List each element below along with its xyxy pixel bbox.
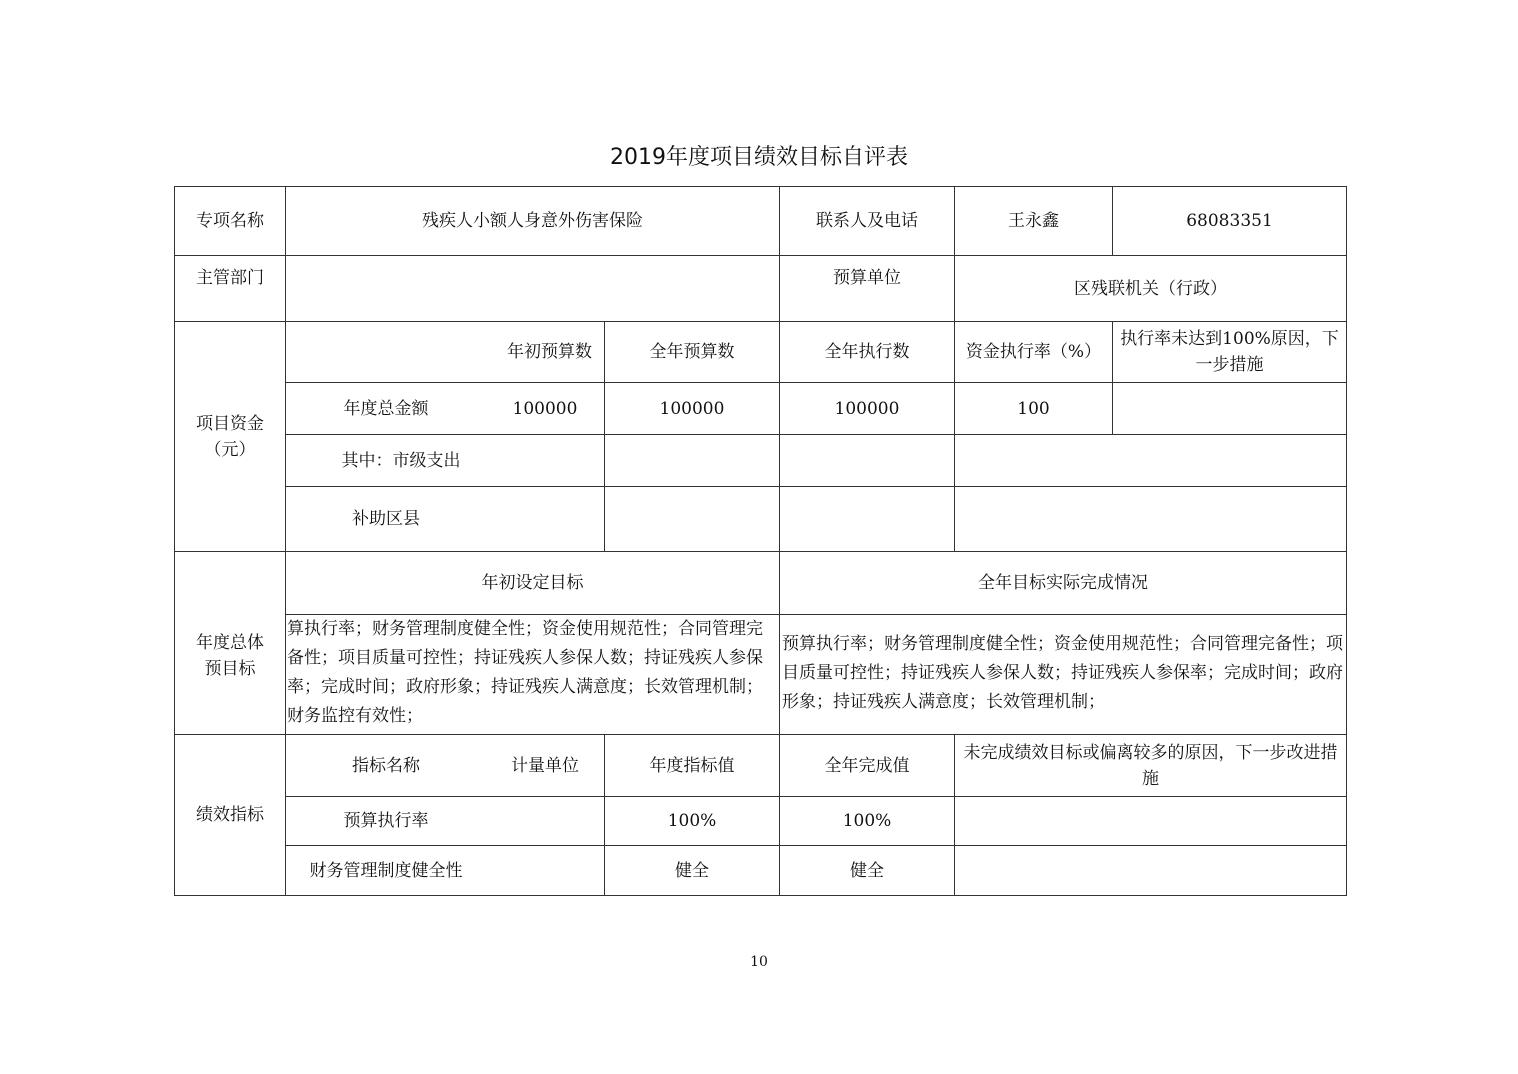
goals-actual-header: 全年目标实际完成情况	[978, 573, 1148, 593]
project-name-value: 残疾人小额人身意外伤害保险	[422, 211, 643, 231]
funds-header-rate: 资金执行率（%）	[965, 342, 1102, 362]
budget-unit-label: 预算单位	[833, 268, 901, 288]
indicator-header-reason: 未完成绩效目标或偏离较多的原因，下一步改进措施	[963, 742, 1338, 789]
funds-total-executed: 100000	[834, 398, 900, 419]
contact-phone: 68083351	[1186, 211, 1273, 231]
funds-total-initial: 100000	[512, 398, 578, 419]
funds-total-rate: 100	[1017, 398, 1050, 419]
indicator-header-actual: 全年完成值	[824, 755, 910, 776]
funds-label: 项目资金（元）	[196, 413, 264, 460]
indicator-row-name: 财务管理制度健全性	[309, 860, 463, 881]
budget-unit-value: 区残联机关（行政）	[1074, 278, 1227, 299]
indicator-row-target: 100%	[667, 811, 717, 831]
indicator-header-name: 指标名称	[352, 755, 420, 776]
indicator-row-actual: 100%	[842, 811, 892, 831]
dept-label: 主管部门	[196, 268, 264, 288]
indicator-row-target: 健全	[675, 860, 709, 881]
goals-label: 年度总体预目标	[196, 633, 264, 679]
indicator-row-name: 预算执行率	[343, 811, 429, 831]
indicator-header-target: 年度指标值	[649, 755, 735, 776]
contact-name: 王永鑫	[1008, 211, 1059, 231]
indicator-header-unit: 计量单位	[511, 755, 579, 776]
project-name-label: 专项名称	[196, 211, 264, 231]
goals-actual-text: 预算执行率；财务管理制度健全性；资金使用规范性；合同管理完备性；项目质量可控性；持证残疾人参保人数；持证残疾人参保率；完成时间；政府形象；持证残疾人满意度；长效管理机制；	[782, 634, 1343, 712]
contact-label: 联系人及电话	[816, 211, 918, 231]
funds-district-label: 补助区县	[352, 509, 420, 529]
page-number: 10	[750, 954, 768, 970]
funds-header-executed: 全年执行数	[824, 342, 910, 362]
page-title: 2019年度项目绩效目标自评表	[610, 145, 908, 170]
funds-city-label: 其中：市级支出	[341, 450, 461, 471]
funds-total-annual: 100000	[659, 398, 725, 419]
funds-header-annual: 全年预算数	[649, 342, 735, 362]
indicator-row-actual: 健全	[850, 860, 884, 881]
funds-header-initial: 年初预算数	[507, 342, 592, 362]
funds-total-label: 年度总金额	[343, 398, 429, 419]
goals-set-header: 年初设定目标	[481, 573, 584, 593]
dept-value	[286, 256, 779, 321]
funds-header-reason: 执行率未达到100%原因，下一步措施	[1120, 329, 1339, 375]
goals-set-text: 算执行率；财务管理制度健全性；资金使用规范性；合同管理完备性；项目质量可控性；持证残疾人参保人数；持证残疾人参保率；完成时间；政府形象；持证残疾人满意度；长效管理机制；财务监控有效性；	[287, 619, 763, 726]
indicators-label: 绩效指标	[196, 805, 264, 825]
